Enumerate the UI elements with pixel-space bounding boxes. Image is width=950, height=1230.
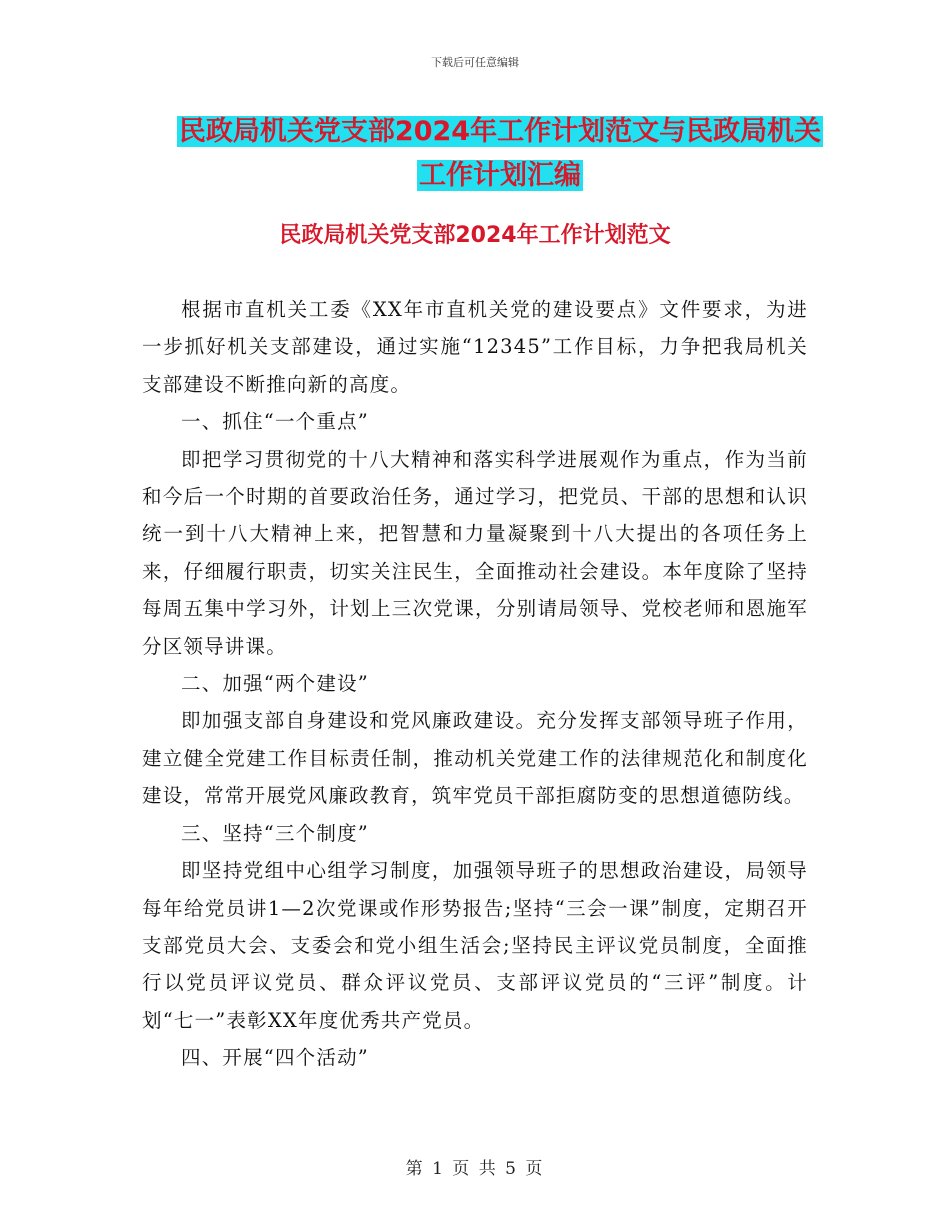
- header-note: 下载后可任意编辑: [431, 56, 519, 69]
- intro-paragraph: 根据市直机关工委《XX年市直机关党的建设要点》文件要求，为进一步抓好机关支部建设，通过实施“12345”工作目标，力争把我局机关支部建设不断推向新的高度。: [142, 298, 808, 396]
- title-line-1-text: 民政局机关党支部2024年工作计划范文与民政局机关: [178, 116, 822, 147]
- section-heading-4: 四、开展“四个活动”: [181, 1046, 369, 1070]
- document-body: [142, 291, 808, 1077]
- section-paragraph-2: 即加强支部自身建设和党风廉政建设。充分发挥支部领导班子作用，建立健全党建工作目标责任制，推动机关党建工作的法律规范化和制度化建设，常常开展党风廉政教育，筑牢党员干部拒腐防变的思想道德防线。: [142, 709, 808, 808]
- section-heading-1: 一、抓住“一个重点”: [181, 410, 369, 434]
- section-paragraph-1: 即把学习贯彻党的十八大精神和落实科学进展观作为重点，作为当前和今后一个时期的首要政治任务，通过学习，把党员、干部的思想和认识统一到十八大精神上来，把智慧和力量凝聚到十八大提出的各项任务上来，仔细履行职责，切实关注民生，全面推动社会建设。本年度除了坚持每周五集中学习外，计划上三次党课，分别请局领导、党校老师和恩施军分区领导讲课。: [142, 447, 808, 658]
- page-number-footer: 第 1 页 共 5 页: [405, 1159, 545, 1179]
- title-line-2-text: 工作计划汇编: [419, 160, 581, 191]
- section-title: 民政局机关党支部2024年工作计划范文: [279, 223, 671, 248]
- document-title-line-2: [150, 154, 850, 198]
- document-title-line-1: [150, 110, 850, 154]
- section-paragraph-3: 即坚持党组中心组学习制度，加强领导班子的思想政治建设，局领导每年给党员讲1—2次党课或作形势报告;坚持“三会一课”制度，定期召开支部党员大会、支委会和党小组生活会;坚持民主评议党员制度，全面推行以党员评议党员、群众评议党员、支部评议党员的“三评”制度。计划“七一”表彰XX年度优秀共产党员。: [142, 859, 808, 1032]
- section-heading-3: 三、坚持“三个制度”: [181, 821, 369, 845]
- section-heading-2: 二、加强“两个建设”: [181, 672, 369, 696]
